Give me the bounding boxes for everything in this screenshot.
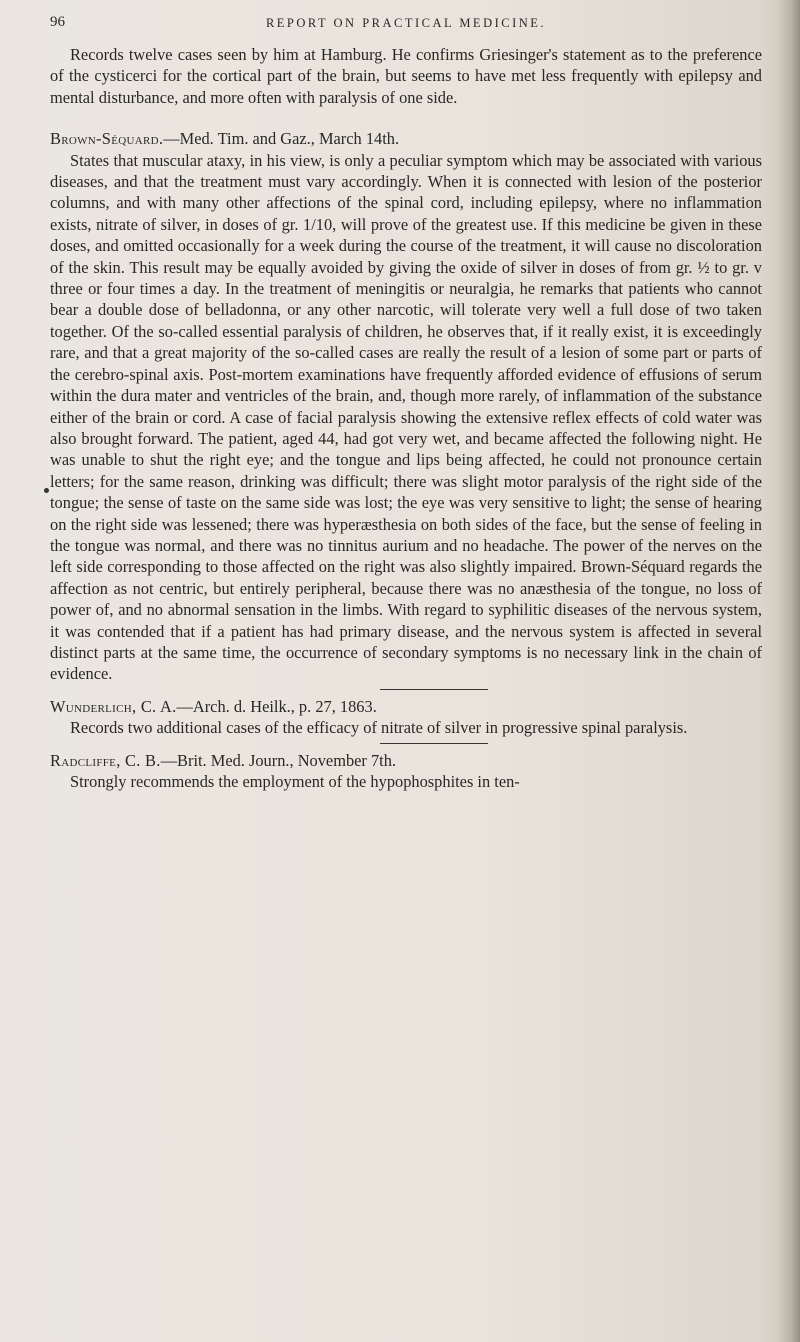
entry-heading-radcliffe (50, 750, 762, 771)
intro-paragraph: Records twelve cases seen by him at Hamburg. He confirms Griesinger's statement as to the preference of the cysticerci for the cortical part of the brain, but seems to have met less frequently with epilepsy and mental disturbance, and more often with paralysis of one side. (50, 45, 762, 107)
entry-author: Brown-Séquard. (50, 129, 164, 149)
entry-citation: —Brit. Med. Journ., November 7th. (160, 750, 397, 770)
page-body (50, 44, 762, 792)
entry-divider (380, 743, 488, 744)
margin-dot (44, 488, 49, 493)
entry-author: Radcliffe, C. B. (50, 750, 161, 770)
entry-body-wunderlich: Records two additional cases of the efficacy of nitrate of silver in progressive spinal paralysis. (70, 718, 688, 738)
running-title: REPORT ON PRACTICAL MEDICINE. (265, 16, 547, 30)
entry-body-brown-sequard: States that muscular ataxy, in his view, is only a peculiar symptom which may be associated with various diseases, and that the treatment must vary accordingly. When it is connected with lesion of the posterior columns, and with many other affections of the spinal cord, including epilepsy, where no inflammation exists, nitrate of silver, in doses of gr. 1/10, will prove of the greatest use. If this medicine be given in these doses, and omitted occasionally for a week during the course of the treatment, it will cause no discoloration of the skin. This result may be equally avoided by giving the oxide of silver in doses of from gr. ½ to gr. v three or four times a day. In the treatment of meningitis or neuralgia, he remarks that patients who cannot bear a double dose of belladonna, or any other narcotic, will tolerate very well a full dose of two taken together. Of the so-called essential paralysis of children, he observes that, if it really exist, it is exceedingly rare, and that a great majority of the so-called cases are really the result of a lesion of some part or parts of the cerebro-spinal axis. Post-mortem examinations have frequently afforded evidence of effusions of serum within the dura mater and ventricles of the brain, and, though more rarely, of inflammation of the substance either of the brain or cord. A case of facial paralysis showing the extensive reflex effects of cold water was also brought forward. The patient, aged 44, had got very wet, and became affected the following night. He was unable to shut the right eye; and the tongue and lips being affected, he could not pronounce certain letters; for the same reason, drinking was difficult; there was slight motor paralysis of the right side of the tongue; the sense of taste on the same side was lost; the eye was very sensitive to light; the sense of hearing on the right side was lessened; there was hyperæsthesia on both sides of the face, but the sense of feeling in the tongue was normal, and there was no tinnitus aurium and no headache. The power of the nerves on the left side corresponding to those affected on the right was also slightly impaired. Brown-Séquard regards the affection as not centric, but entirely peripheral, because there was no anæsthesia of the tongue, no loss of power of, and no abnormal sensation in the limbs. With regard to syphilitic diseases of the nervous system, it was contended that if a patient has had primary disease, and the nervous system is affected in several distinct parts at the same time, the occurrence of secondary symptoms is no necessary link in the chain of evidence. (50, 150, 762, 684)
entry-heading-brown-sequard (50, 128, 762, 149)
entry-citation: —Arch. d. Heilk., p. 27, 1863. (176, 696, 377, 716)
entry-citation: —Med. Tim. and Gaz., March 14th. (163, 129, 400, 149)
entry-author: Wunderlich, C. A. (50, 696, 177, 716)
entry-body-radcliffe: Strongly recommends the employment of the hypophosphites in ten- (70, 772, 520, 791)
page-number: 96 (50, 14, 65, 30)
section-gap (50, 108, 762, 128)
page-edge-shadow (778, 0, 800, 1342)
page-header (50, 14, 762, 44)
entry-heading-wunderlich (50, 696, 762, 717)
entry-divider (380, 689, 488, 690)
